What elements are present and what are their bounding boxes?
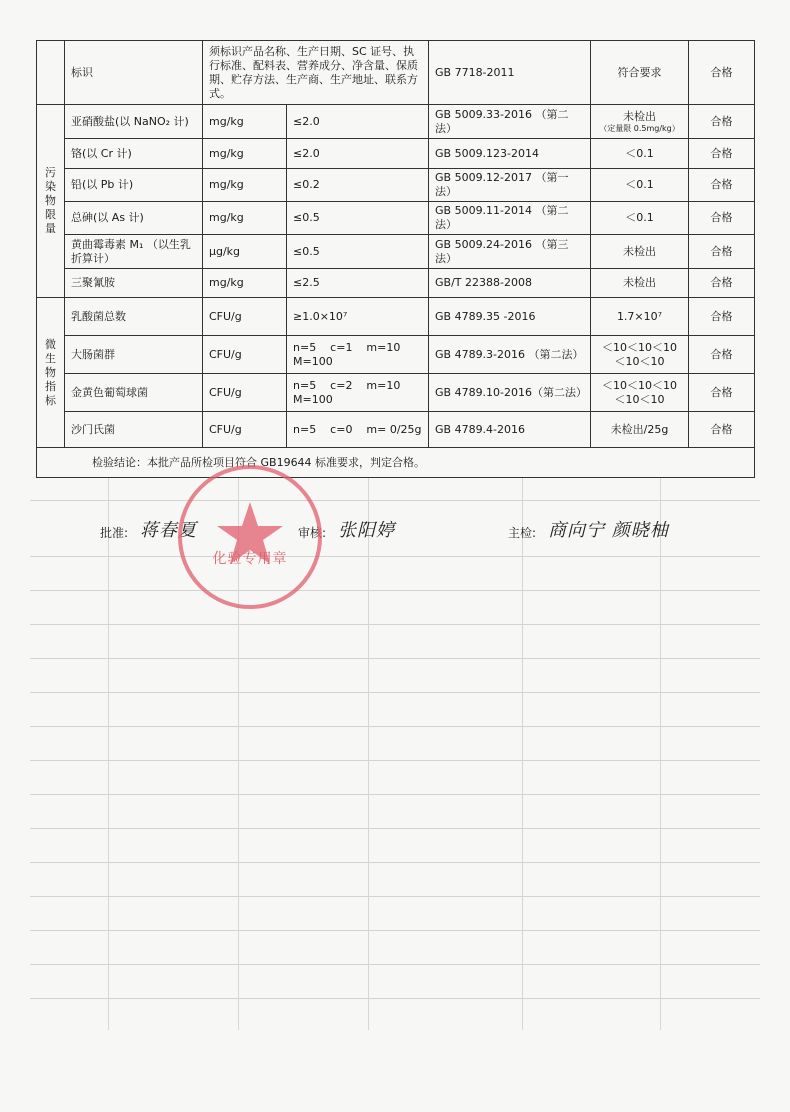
item-cell: 铅(以 Pb 计): [65, 169, 203, 202]
result-cell: [591, 105, 689, 139]
item-cell: 大肠菌群: [65, 336, 203, 374]
spec-line: n=5 c=2 m=10: [293, 378, 401, 392]
approve-label: 批准:: [100, 526, 129, 540]
table-row: [37, 336, 755, 374]
result-cell: 1.7×10⁷: [591, 298, 689, 336]
unit-cell: mg/kg: [203, 269, 287, 298]
table-row: [37, 105, 755, 139]
spec-cell: ≤0.5: [287, 202, 429, 235]
verdict-cell: 合格: [689, 412, 755, 448]
requirement-cell: 须标识产品名称、生产日期、SC 证号、执行标准、配料表、营养成分、净含量、保质期、贮存方法、生产商、生产地址、联系方式。: [203, 41, 429, 105]
spec-cell: n=5 c=0 m= 0/25g: [287, 412, 429, 448]
spec-cell: ≤0.5: [287, 235, 429, 269]
result-cell: ＜0.1: [591, 202, 689, 235]
method-cell: GB 5009.12-2017 （第一法）: [429, 169, 591, 202]
unit-cell: mg/kg: [203, 105, 287, 139]
item-cell: 铬(以 Cr 计): [65, 139, 203, 169]
spec-cell: ≤2.5: [287, 269, 429, 298]
table-row: [37, 269, 755, 298]
method-cell: GB 5009.24-2016 （第三法）: [429, 235, 591, 269]
result-cell: 未检出/25g: [591, 412, 689, 448]
unit-cell: CFU/g: [203, 374, 287, 412]
method-cell: GB/T 22388-2008: [429, 269, 591, 298]
result-line: ＜10＜10: [614, 392, 665, 406]
conclusion-text: 检验结论：本批产品所检项目符合 GB19644 标准要求，判定合格。: [37, 448, 755, 478]
review-signature: 张阳婷: [338, 520, 395, 541]
spec-cell: ≤2.0: [287, 105, 429, 139]
item-cell: 金黄色葡萄球菌: [65, 374, 203, 412]
result-cell: ＜0.1: [591, 169, 689, 202]
verdict-cell: 合格: [689, 105, 755, 139]
unit-cell: CFU/g: [203, 336, 287, 374]
verdict-cell: 合格: [689, 269, 755, 298]
category-cell: [37, 41, 65, 105]
spec-line: M=100: [293, 354, 333, 368]
verdict-cell: 合格: [689, 41, 755, 105]
table-row: [37, 412, 755, 448]
result-cell: 符合要求: [591, 41, 689, 105]
result-cell: [591, 374, 689, 412]
item-cell: 三聚氰胺: [65, 269, 203, 298]
verdict-cell: 合格: [689, 139, 755, 169]
method-cell: GB 4789.10-2016（第二法）: [429, 374, 591, 412]
spec-cell: ≤2.0: [287, 139, 429, 169]
table-row: [37, 41, 755, 105]
item-cell: 亚硝酸盐(以 NaNO₂ 计): [65, 105, 203, 139]
method-cell: GB 4789.3-2016 （第二法）: [429, 336, 591, 374]
signature-block: [0, 500, 790, 590]
inspection-results-table: [36, 40, 755, 478]
result-note: （定量限 0.5mg/kg）: [599, 123, 680, 133]
item-cell: 沙门氏菌: [65, 412, 203, 448]
item-cell: 总砷(以 As 计): [65, 202, 203, 235]
spec-line: n=5 c=1 m=10: [293, 340, 401, 354]
table-row: [37, 298, 755, 336]
spec-cell: ≥1.0×10⁷: [287, 298, 429, 336]
unit-cell: CFU/g: [203, 298, 287, 336]
item-cell: 乳酸菌总数: [65, 298, 203, 336]
seal-label: 化验专用章: [212, 551, 288, 567]
category-micro: 微生物指标: [37, 298, 65, 448]
method-cell: GB 4789.35 -2016: [429, 298, 591, 336]
result-line: ＜10＜10: [614, 354, 665, 368]
unit-cell: mg/kg: [203, 202, 287, 235]
result-cell: ＜0.1: [591, 139, 689, 169]
spec-line: M=100: [293, 392, 333, 406]
item-cell: 标识: [65, 41, 203, 105]
unit-cell: μg/kg: [203, 235, 287, 269]
conclusion-row: [37, 448, 755, 478]
table-row: [37, 169, 755, 202]
verdict-cell: 合格: [689, 336, 755, 374]
verdict-cell: 合格: [689, 202, 755, 235]
approve-signature: 蒋春夏: [140, 520, 197, 541]
result-line: ＜10＜10＜10: [602, 378, 677, 392]
verdict-cell: 合格: [689, 235, 755, 269]
result-cell: [591, 336, 689, 374]
method-cell: GB 5009.11-2014 （第二法）: [429, 202, 591, 235]
unit-cell: mg/kg: [203, 139, 287, 169]
table-row: [37, 235, 755, 269]
verdict-cell: 合格: [689, 298, 755, 336]
category-contaminants: 污染物限量: [37, 105, 65, 298]
item-cell: 黄曲霉毒素 M₁ （以生乳折算计）: [65, 235, 203, 269]
method-cell: GB 5009.33-2016 （第二法）: [429, 105, 591, 139]
official-seal-stamp: [175, 462, 325, 612]
unit-cell: CFU/g: [203, 412, 287, 448]
table-row: [37, 139, 755, 169]
result-line: ＜10＜10＜10: [602, 340, 677, 354]
verdict-cell: 合格: [689, 169, 755, 202]
method-cell: GB 4789.4-2016: [429, 412, 591, 448]
result-value: 未检出: [623, 109, 656, 123]
spec-cell: ≤0.2: [287, 169, 429, 202]
spec-cell: [287, 374, 429, 412]
spec-cell: [287, 336, 429, 374]
test-label: 主检:: [508, 526, 537, 540]
table-row: [37, 374, 755, 412]
result-cell: 未检出: [591, 269, 689, 298]
review-label: 审核:: [298, 526, 327, 540]
test-signatures: 商向宁 颜晓柚: [548, 520, 669, 541]
method-cell: GB 5009.123-2014: [429, 139, 591, 169]
table-row: [37, 202, 755, 235]
verdict-cell: 合格: [689, 374, 755, 412]
unit-cell: mg/kg: [203, 169, 287, 202]
method-cell: GB 7718-2011: [429, 41, 591, 105]
result-cell: 未检出: [591, 235, 689, 269]
